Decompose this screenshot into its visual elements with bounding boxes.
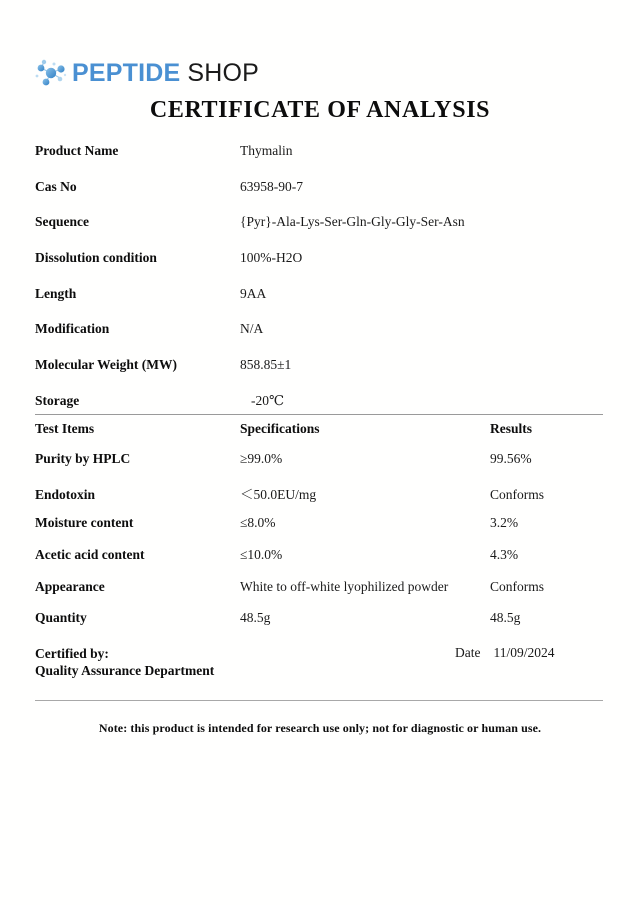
cell-result: Conforms <box>490 486 544 502</box>
table-row <box>35 547 605 579</box>
cell-result: 99.56% <box>490 451 532 466</box>
brand-name-secondary: SHOP <box>187 58 260 87</box>
cell-specification: ≥99.0% <box>240 451 283 466</box>
info-value: 63958-90-7 <box>240 178 303 194</box>
info-value: 100%-H2O <box>240 250 303 266</box>
table-row <box>35 515 605 547</box>
certified-by-label: Certified by: <box>35 646 109 661</box>
cell-result: 3.2% <box>490 514 519 530</box>
info-label: Sequence <box>35 214 89 230</box>
column-header-test-items: Test Items <box>35 421 95 436</box>
certified-by-block <box>35 645 214 679</box>
info-row-product-name <box>35 143 605 179</box>
info-value: N/A <box>240 321 264 337</box>
cell-specification: 48.5g <box>240 610 271 626</box>
cell-test-item: Appearance <box>35 578 105 594</box>
brand-logo <box>34 56 259 90</box>
cell-result: Conforms <box>490 578 544 594</box>
table-row <box>35 579 605 611</box>
cell-specification: ≤8.0% <box>240 514 276 530</box>
molecule-dots-icon <box>34 58 68 88</box>
info-label: Cas No <box>35 178 77 194</box>
cell-test-item: Endotoxin <box>35 486 96 502</box>
column-header-results: Results <box>490 421 533 436</box>
cell-specification: White to off-white lyophilized powder <box>240 578 449 594</box>
table-row <box>35 451 605 483</box>
info-label: Product Name <box>35 143 119 158</box>
info-label: Dissolution condition <box>35 250 157 266</box>
cell-test-item: Moisture content <box>35 514 134 530</box>
info-row-dissolution-condition <box>35 250 605 286</box>
info-row-sequence <box>35 214 605 250</box>
table-header-row <box>35 421 605 451</box>
cell-result: 48.5g <box>490 610 521 626</box>
info-value: Thymalin <box>240 143 293 158</box>
cell-test-item: Acetic acid content <box>35 546 145 562</box>
info-label: Modification <box>35 321 110 337</box>
cell-test-item: Quantity <box>35 610 87 626</box>
brand-name-primary: PEPTIDE <box>72 58 181 87</box>
info-value: 9AA <box>240 285 267 301</box>
footer-divider <box>35 700 603 701</box>
info-value: {Pyr}-Ala-Lys-Ser-Gln-Gly-Gly-Ser-Asn <box>240 214 465 230</box>
info-value: 858.85±1 <box>240 357 292 373</box>
table-top-divider <box>35 414 603 415</box>
table-row <box>35 610 605 642</box>
column-header-specifications: Specifications <box>240 421 320 436</box>
info-row-cas-no <box>35 179 605 215</box>
certificate-date-block <box>455 645 555 661</box>
info-row-length <box>35 286 605 322</box>
info-label: Length <box>35 285 77 301</box>
certifying-department: Quality Assurance Department <box>35 663 215 678</box>
cell-result: 4.3% <box>490 546 519 562</box>
info-value: -20℃ <box>251 392 285 408</box>
test-results-table <box>35 421 605 642</box>
cell-specification: ≤10.0% <box>240 546 283 562</box>
date-value: 11/09/2024 <box>493 645 555 660</box>
cell-test-item: Purity by HPLC <box>35 451 131 466</box>
page-title: CERTIFICATE OF ANALYSIS <box>149 97 491 123</box>
info-label: Storage <box>35 392 80 408</box>
info-label: Molecular Weight (MW) <box>35 357 177 373</box>
table-row <box>35 483 605 515</box>
date-label: Date <box>455 645 481 660</box>
product-info-list <box>35 143 605 429</box>
info-row-modification <box>35 321 605 357</box>
cell-specification: ＜50.0EU/mg <box>240 486 317 502</box>
footer-note: Note: this product is intended for research use only; not for diagnostic or human use. <box>98 721 542 735</box>
info-row-molecular-weight <box>35 357 605 393</box>
